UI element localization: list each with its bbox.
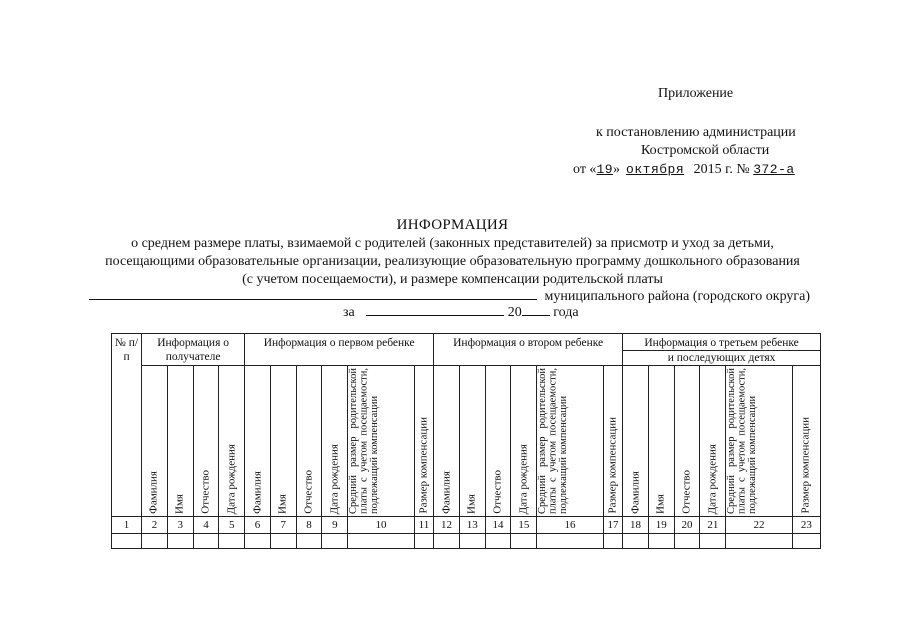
sub-patronymic: Отчество xyxy=(485,366,511,517)
info-table xyxy=(111,333,821,549)
sub-compensation: Размер компенсации xyxy=(792,366,820,517)
sub-name: Имя xyxy=(270,366,296,517)
column-number: 23 xyxy=(792,517,820,534)
decree-line: к постановлению администрации xyxy=(596,125,796,140)
group-second-child: Информация о втором ребенке xyxy=(434,334,623,366)
column-number: 1 xyxy=(112,517,142,534)
district-line xyxy=(89,289,810,305)
column-number: 16 xyxy=(537,517,604,534)
region-line: Костромской области xyxy=(641,143,770,158)
column-number: 6 xyxy=(245,517,271,534)
column-number: 15 xyxy=(511,517,537,534)
date-number: 372-а xyxy=(753,162,795,177)
group-third-child xyxy=(623,334,821,366)
doc-title: ИНФОРМАЦИЯ xyxy=(396,217,509,233)
district-label: муниципального района (городского округа) xyxy=(544,289,811,304)
group-header-row xyxy=(112,334,821,366)
column-number: 22 xyxy=(726,517,793,534)
column-number-row xyxy=(112,517,821,534)
appendix-label: Приложение xyxy=(658,86,734,101)
column-number: 17 xyxy=(603,517,622,534)
title-line-3: (с учетом посещаемости), и размере компенсации родительской платы xyxy=(242,272,663,287)
column-number: 20 xyxy=(674,517,700,534)
sub-compensation: Размер компенсации xyxy=(414,366,433,517)
date-year: 2015 г. № xyxy=(693,162,750,177)
period-year-label: 20 xyxy=(507,305,522,320)
period-line xyxy=(343,305,579,321)
date-prefix: от « xyxy=(573,162,597,177)
sub-surname: Фамилия xyxy=(245,366,271,517)
sub-patronymic: Отчество xyxy=(296,366,322,517)
period-for-label: за xyxy=(343,305,355,320)
column-number: 9 xyxy=(322,517,348,534)
sub-birth: Дата рождения xyxy=(511,366,537,517)
sub-avg-fee: Средний размер родительской платы с учетом посещаемости, подлежащий компенсации xyxy=(537,366,604,517)
sub-birth: Дата рождения xyxy=(700,366,726,517)
group-third-line-1: Информация о третьем ребенке xyxy=(623,334,820,351)
sub-birth: Дата рождения xyxy=(219,366,245,517)
column-number: 2 xyxy=(142,517,168,534)
column-number: 3 xyxy=(167,517,193,534)
sub-patronymic: Отчество xyxy=(674,366,700,517)
period-blank xyxy=(366,315,504,316)
sub-avg-fee: Средний размер родительской платы с учетом посещаемости, подлежащий компенсации xyxy=(726,366,793,517)
decree-date xyxy=(573,162,795,178)
subheader-row xyxy=(112,366,821,517)
column-number: 10 xyxy=(348,517,415,534)
sub-name: Имя xyxy=(167,366,193,517)
column-number: 8 xyxy=(296,517,322,534)
column-number: 18 xyxy=(623,517,649,534)
column-number: 4 xyxy=(193,517,219,534)
sub-compensation: Размер компенсации xyxy=(603,366,622,517)
empty-data-row xyxy=(112,534,821,549)
column-number: 7 xyxy=(270,517,296,534)
sub-patronymic: Отчество xyxy=(193,366,219,517)
period-year-blank xyxy=(522,315,550,316)
column-number: 12 xyxy=(434,517,460,534)
period-year-suffix: года xyxy=(553,305,579,320)
date-month: октября xyxy=(626,162,685,177)
district-blank xyxy=(89,299,537,300)
column-number: 14 xyxy=(485,517,511,534)
col-number-header: № п/п xyxy=(112,334,142,517)
group-third-line-2: и последующих детях xyxy=(667,352,776,364)
sub-name: Имя xyxy=(459,366,485,517)
sub-name: Имя xyxy=(648,366,674,517)
sub-birth: Дата рождения xyxy=(322,366,348,517)
title-line-1: о среднем размере платы, взимаемой с родителей (законных представителей) за присмотр и уход за детьми, xyxy=(131,236,774,251)
title-line-2: посещающими образовательные организации, реализующие образовательную программу дошкольного образования xyxy=(105,254,800,269)
column-number: 19 xyxy=(648,517,674,534)
sub-surname: Фамилия xyxy=(434,366,460,517)
sub-surname: Фамилия xyxy=(623,366,649,517)
column-number: 11 xyxy=(414,517,433,534)
group-recipient: Информация о получателе xyxy=(142,334,245,366)
group-first-child: Информация о первом ребенке xyxy=(245,334,434,366)
date-day: 19 xyxy=(596,162,614,177)
sub-surname: Фамилия xyxy=(142,366,168,517)
sub-avg-fee: Средний размер родительской платы с учетом посещаемости, подлежащий компенсации xyxy=(348,366,415,517)
column-number: 13 xyxy=(459,517,485,534)
column-number: 21 xyxy=(700,517,726,534)
column-number: 5 xyxy=(219,517,245,534)
date-quote: » xyxy=(613,162,621,177)
